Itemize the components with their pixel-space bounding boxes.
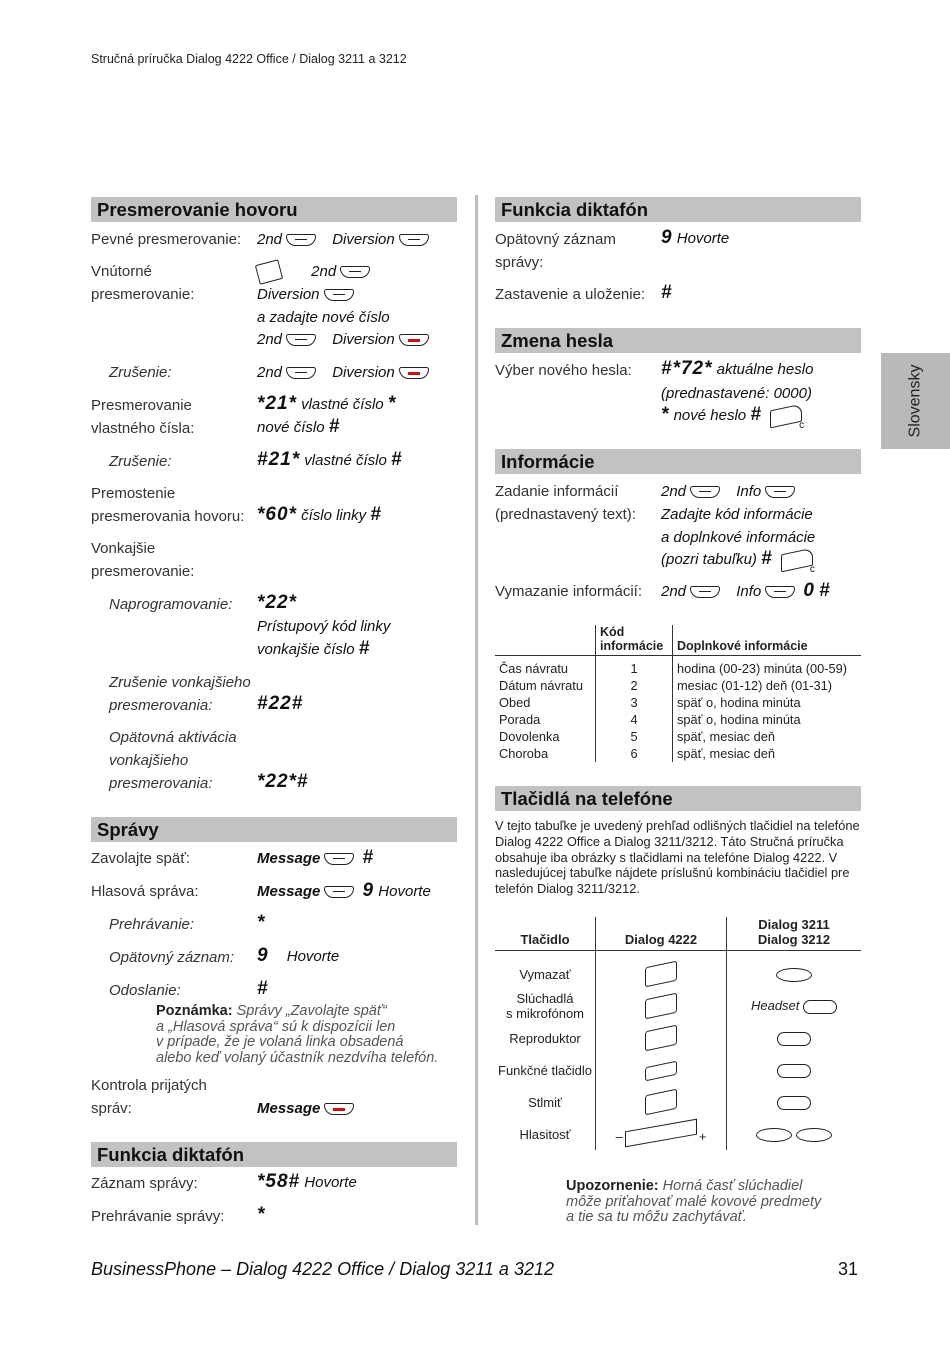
warning-title: Upozornenie: bbox=[566, 1178, 659, 1194]
section-messages: Správy bbox=[91, 817, 457, 842]
section-password: Zmena hesla bbox=[495, 328, 861, 353]
volume-plus-label: + bbox=[698, 1128, 707, 1144]
warning-line-1: Horná časť slúchadiel bbox=[662, 1178, 803, 1194]
header-button: Tlačidlo bbox=[495, 917, 596, 951]
text-info: Info bbox=[736, 583, 762, 600]
cell-name: Choroba bbox=[499, 746, 549, 761]
key-active-icon bbox=[399, 367, 429, 379]
cell-name: Obed bbox=[499, 695, 531, 710]
action-stop-save bbox=[661, 281, 673, 305]
label-cancel-external-2: presmerovania: bbox=[109, 697, 213, 714]
code-21: *21* bbox=[257, 393, 297, 414]
volume-minus-label: – bbox=[615, 1128, 623, 1144]
cell-extra: späť, mesiac deň bbox=[677, 729, 775, 744]
key-icon bbox=[324, 886, 354, 898]
label-call-back: Zavolajte späť: bbox=[91, 850, 191, 867]
key-icon bbox=[765, 486, 795, 498]
cell-extra: späť o, hodina minúta bbox=[677, 712, 801, 727]
section-information: Informácie bbox=[495, 449, 861, 474]
cell-name: Dátum návratu bbox=[499, 678, 583, 693]
action-info-code-2: a doplnkové informácie bbox=[661, 529, 816, 546]
action-info-code-1: Zadajte kód informácie bbox=[661, 506, 813, 523]
handset-key-icon bbox=[255, 259, 283, 285]
text-line-number: číslo linky bbox=[301, 507, 367, 524]
cell-volume: Hlasitosť bbox=[519, 1126, 571, 1142]
text-2nd: 2nd bbox=[257, 364, 283, 381]
cell-extra: hodina (00-23) minúta (00-59) bbox=[677, 661, 848, 676]
label-record-message: Záznam správy: bbox=[91, 1175, 198, 1192]
header-code-1: Kód bbox=[600, 625, 625, 639]
cell-function-3211 bbox=[727, 1054, 862, 1086]
action-bypass bbox=[257, 503, 382, 527]
info-codes-table bbox=[495, 625, 861, 762]
key-icon bbox=[690, 586, 720, 598]
table-row bbox=[495, 1054, 861, 1086]
text-current-password: aktuálne heslo bbox=[716, 361, 814, 378]
cell-volume-4222 bbox=[596, 1118, 727, 1150]
speaker-key-icon bbox=[777, 1032, 811, 1046]
label-bypass-1: Premostenie bbox=[91, 485, 176, 502]
text-headset-1: Slúchadlá bbox=[516, 991, 574, 1006]
label-re-record-msg-1: Opätovný záznam bbox=[495, 231, 616, 248]
action-cancel-1 bbox=[257, 361, 433, 384]
mute-key-icon bbox=[645, 1089, 677, 1116]
clear-key-icon bbox=[645, 961, 677, 988]
key-icon bbox=[324, 853, 354, 865]
code-hash: # bbox=[761, 548, 773, 569]
code-hash: # bbox=[328, 416, 341, 437]
cell-extra: späť o, hodina minúta bbox=[677, 695, 801, 710]
function-key-icon bbox=[645, 1060, 677, 1081]
cell-mute-4222 bbox=[596, 1086, 727, 1118]
label-internal-diversion-2: presmerovanie: bbox=[91, 286, 195, 303]
text-message: Message bbox=[257, 850, 321, 867]
label-enter-info-1: Zadanie informácií bbox=[495, 483, 619, 500]
key-icon bbox=[286, 367, 316, 379]
key-active-icon bbox=[324, 1103, 354, 1115]
label-fixed-diversion: Pevné presmerovanie: bbox=[91, 231, 242, 248]
label-external-1: Vonkajšie bbox=[91, 540, 156, 557]
action-enter-info bbox=[661, 480, 799, 503]
table-row bbox=[495, 711, 861, 728]
header-code-2: informácie bbox=[600, 639, 664, 653]
label-own-number-2: vlastného čísla: bbox=[91, 420, 195, 437]
cell-speaker-4222 bbox=[596, 1022, 727, 1054]
table-row bbox=[495, 990, 861, 1022]
label-cancel-1: Zrušenie: bbox=[109, 364, 172, 381]
label-play-message: Prehrávanie správy: bbox=[91, 1208, 225, 1225]
code-star: * bbox=[257, 1204, 266, 1225]
code-h21: #21* bbox=[257, 449, 301, 470]
text-headset-2: s mikrofónom bbox=[505, 1006, 585, 1021]
label-stop-save: Zastavenie a uloženie: bbox=[495, 286, 646, 303]
clear-key-letter: c bbox=[809, 564, 815, 575]
headset-key-icon bbox=[803, 1000, 837, 1014]
column-divider bbox=[475, 195, 478, 1225]
cell-clear: Vymazať bbox=[519, 966, 571, 982]
action-send bbox=[257, 977, 269, 1001]
header-3212: Dialog 3212 bbox=[757, 932, 831, 947]
key-icon bbox=[765, 586, 795, 598]
footer-title: BusinessPhone – Dialog 4222 Office / Dialog 3211 a 3212 bbox=[91, 1259, 554, 1279]
action-play-message bbox=[257, 1203, 265, 1227]
label-playback: Prehrávanie: bbox=[109, 916, 195, 933]
code-star: * bbox=[661, 404, 670, 425]
text-speak: Hovorte bbox=[378, 883, 431, 900]
action-record-message bbox=[257, 1170, 357, 1194]
action-programming bbox=[257, 591, 297, 615]
action-cancel-external bbox=[257, 692, 303, 716]
text-2nd: 2nd bbox=[661, 583, 687, 600]
action-playback bbox=[257, 911, 265, 935]
text-2nd: 2nd bbox=[661, 483, 687, 500]
action-cancel-2 bbox=[257, 448, 403, 472]
clear-key-icon bbox=[777, 548, 815, 575]
warning-note bbox=[566, 1179, 856, 1226]
cell-code: 2 bbox=[596, 677, 673, 694]
code-star: * bbox=[387, 393, 397, 414]
key-icon bbox=[399, 234, 429, 246]
text-speak: Hovorte bbox=[304, 1174, 357, 1191]
warning-line-2: môže priťahovať malé kovové predmety bbox=[566, 1193, 822, 1210]
cell-volume-3211 bbox=[727, 1118, 862, 1150]
code-hash: # bbox=[750, 404, 762, 425]
text-external-number: vonkajšie číslo bbox=[257, 641, 355, 658]
header-4222: Dialog 4222 bbox=[596, 917, 727, 951]
headset-key-icon bbox=[645, 993, 677, 1020]
code-72: #*72* bbox=[661, 358, 713, 379]
action-internal-diversion-3 bbox=[257, 328, 433, 351]
page-number: 31 bbox=[838, 1259, 859, 1279]
buttons-table bbox=[495, 917, 861, 1150]
header-3211: Dialog 3211 bbox=[758, 917, 830, 932]
cell-clear-4222 bbox=[596, 951, 727, 991]
text-diversion: Diversion bbox=[332, 364, 395, 381]
clear-key-icon bbox=[766, 404, 805, 431]
action-external-number bbox=[257, 637, 370, 661]
cell-mute: Stlmiť bbox=[528, 1094, 562, 1110]
code-zero: 0 bbox=[803, 580, 815, 601]
code-hash: # bbox=[819, 580, 831, 601]
action-re-record-msg bbox=[661, 226, 729, 250]
code-nine: 9 bbox=[661, 227, 673, 248]
speaker-key-icon bbox=[645, 1025, 677, 1052]
table-row bbox=[495, 694, 861, 711]
header-code bbox=[596, 625, 673, 656]
action-default-password: (prednastavené: 0000) bbox=[661, 385, 812, 402]
text-diversion: Diversion bbox=[332, 231, 395, 248]
language-tab-label: Slovensky bbox=[906, 364, 924, 438]
label-reactivate-1: Opätovná aktivácia bbox=[109, 729, 237, 746]
code-nine: 9 bbox=[257, 945, 269, 966]
cell-code: 4 bbox=[596, 711, 673, 728]
label-reactivate-2: vonkajšieho bbox=[109, 752, 189, 769]
action-re-record bbox=[257, 944, 339, 968]
table-header-row bbox=[495, 917, 861, 951]
table-row bbox=[495, 656, 861, 678]
label-reactivate-3: presmerovania: bbox=[109, 775, 213, 792]
running-head: Stručná príručka Dialog 4222 Office / Dialog 3211 a 3212 bbox=[91, 52, 407, 66]
action-internal-diversion bbox=[257, 260, 374, 283]
key-active-icon bbox=[399, 334, 429, 346]
code-h22h: #22# bbox=[257, 693, 304, 714]
cell-headset bbox=[495, 990, 596, 1022]
cell-headset-3211 bbox=[727, 990, 862, 1022]
label-delete-info: Vymazanie informácií: bbox=[495, 583, 642, 600]
cell-code: 3 bbox=[596, 694, 673, 711]
cell-function-4222 bbox=[596, 1054, 727, 1086]
section-phone-buttons: Tlačidlá na telefóne bbox=[495, 786, 861, 811]
text-2nd: 2nd bbox=[257, 331, 283, 348]
text-new-password: nové heslo bbox=[673, 407, 747, 424]
cell-name: Porada bbox=[499, 712, 541, 727]
action-fixed-diversion bbox=[257, 228, 433, 251]
label-own-number-1: Presmerovanie bbox=[91, 397, 192, 414]
text-diversion: Diversion bbox=[332, 331, 395, 348]
label-bypass-2: presmerovania hovoru: bbox=[91, 508, 245, 525]
mute-key-icon bbox=[777, 1096, 811, 1110]
cell-name: Dovolenka bbox=[499, 729, 560, 744]
code-nine: 9 bbox=[362, 880, 375, 901]
note-messages bbox=[156, 1004, 456, 1066]
cell-function: Funkčné tlačidlo bbox=[498, 1062, 592, 1078]
text-speak: Hovorte bbox=[286, 948, 340, 965]
label-programming: Naprogramovanie: bbox=[109, 596, 233, 613]
label-re-record: Opätovný záznam: bbox=[109, 949, 235, 966]
table-row bbox=[495, 1118, 861, 1150]
table-row bbox=[495, 1022, 861, 1054]
cell-code: 1 bbox=[596, 656, 673, 678]
table-header-row bbox=[495, 625, 861, 656]
key-icon bbox=[340, 266, 370, 278]
action-own-number-2 bbox=[257, 415, 340, 439]
action-call-back bbox=[257, 846, 374, 870]
note-title: Poznámka: bbox=[156, 1003, 233, 1019]
section-dictaphone-right: Funkcia diktafón bbox=[495, 197, 861, 222]
volume-key-icon bbox=[625, 1118, 697, 1147]
label-voice-message: Hlasová správa: bbox=[91, 883, 199, 900]
clear-key-icon bbox=[776, 968, 812, 982]
action-reactivate bbox=[257, 770, 309, 794]
label-check-messages-2: správ: bbox=[91, 1100, 132, 1117]
label-check-messages-1: Kontrola prijatých bbox=[91, 1077, 207, 1094]
action-info-code-3 bbox=[661, 547, 815, 575]
code-hash: # bbox=[358, 638, 371, 659]
text-own-number: vlastné číslo bbox=[301, 396, 384, 413]
header-name bbox=[495, 625, 596, 656]
action-delete-info bbox=[661, 579, 831, 603]
section-call-diversion: Presmerovanie hovoru bbox=[91, 197, 457, 222]
text-speak: Hovorte bbox=[676, 230, 730, 247]
section-dictaphone-left: Funkcia diktafón bbox=[91, 1142, 457, 1167]
code-60: *60* bbox=[257, 504, 297, 525]
volume-down-key-icon bbox=[756, 1128, 792, 1142]
note-line-3: v prípade, že je volaná linka obsadená bbox=[156, 1034, 404, 1050]
cell-mute-3211 bbox=[727, 1086, 862, 1118]
text-message: Message bbox=[257, 1100, 321, 1117]
text-new-number: nové číslo bbox=[257, 419, 325, 436]
text-2nd: 2nd bbox=[257, 231, 283, 248]
note-line-1: Správy „Zavolajte späť“ bbox=[236, 1003, 387, 1019]
text-headset-key: Headset bbox=[750, 998, 800, 1014]
table-row bbox=[495, 1086, 861, 1118]
label-cancel-2: Zrušenie: bbox=[109, 453, 172, 470]
key-icon bbox=[286, 234, 316, 246]
key-icon bbox=[286, 334, 316, 346]
cell-name: Čas návratu bbox=[499, 661, 568, 676]
action-enter-number: a zadajte nové číslo bbox=[257, 309, 390, 326]
note-line-4: alebo keď volaný účastník nezdvíha telefón. bbox=[156, 1049, 439, 1066]
cell-extra: mesiac (01-12) deň (01-31) bbox=[677, 678, 833, 693]
action-access-code: Prístupový kód linky bbox=[257, 618, 391, 635]
label-cancel-external-1: Zrušenie vonkajšieho bbox=[109, 674, 251, 691]
label-re-record-msg-2: správy: bbox=[495, 254, 544, 271]
header-extra: Doplnkové informácie bbox=[673, 625, 862, 656]
note-line-2: a „Hlasová správa“ sú k dispozícii len bbox=[156, 1018, 396, 1035]
key-icon bbox=[324, 289, 354, 301]
text-diversion: Diversion bbox=[257, 286, 320, 303]
code-hash: # bbox=[370, 504, 382, 525]
text-2nd: 2nd bbox=[311, 263, 337, 280]
label-external-2: presmerovanie: bbox=[91, 563, 195, 580]
cell-code: 5 bbox=[596, 728, 673, 745]
table-row bbox=[495, 728, 861, 745]
code-hash: # bbox=[362, 847, 375, 868]
action-enter-new-password bbox=[661, 403, 805, 431]
code-hash: # bbox=[257, 978, 269, 999]
action-internal-diversion-2 bbox=[257, 283, 358, 306]
label-send: Odoslanie: bbox=[109, 982, 181, 999]
cell-clear-3211 bbox=[727, 951, 862, 991]
code-22: *22* bbox=[257, 592, 297, 613]
cell-extra: späť, mesiac deň bbox=[677, 746, 775, 761]
action-voice-message bbox=[257, 879, 431, 903]
text-info: Info bbox=[736, 483, 762, 500]
action-check-messages bbox=[257, 1097, 358, 1120]
cell-speaker-3211 bbox=[727, 1022, 862, 1054]
table-row bbox=[495, 745, 861, 762]
table-row bbox=[495, 951, 861, 991]
label-enter-info-2: (prednastavený text): bbox=[495, 506, 636, 523]
cell-headset-4222 bbox=[596, 990, 727, 1022]
volume-up-key-icon bbox=[796, 1128, 832, 1142]
label-internal-diversion-1: Vnútorné bbox=[91, 263, 152, 280]
code-star: * bbox=[257, 912, 266, 933]
key-icon bbox=[690, 486, 720, 498]
header-3211-3212 bbox=[727, 917, 862, 951]
code-58: *58# bbox=[257, 1171, 301, 1192]
code-hash: # bbox=[391, 449, 403, 470]
label-new-password: Výber nového hesla: bbox=[495, 362, 632, 379]
text-see-table: (pozri tabuľku) bbox=[661, 551, 757, 568]
code-hash: # bbox=[661, 282, 673, 303]
action-own-number bbox=[257, 392, 396, 416]
action-new-password bbox=[661, 357, 813, 381]
cell-code: 6 bbox=[596, 745, 673, 762]
warning-line-3: a tie sa tu môžu zachytávať. bbox=[566, 1209, 747, 1225]
text-message: Message bbox=[257, 883, 321, 900]
buttons-intro-paragraph: V tejto tabuľke je uvedený prehľad odlišných tlačidiel na telefóne Dialog 4222 Office a Dialog 3211/3212. Táto Stručná príručka obsahuje iba obrázky s tlačidlami na telefóne Dialog 4222. V nasledujúcej tabuľke nájdete príslušnú kombináciu tlačidiel pre telefón Dialog 3211/3212. bbox=[495, 818, 860, 897]
code-22sh: *22*# bbox=[257, 771, 309, 792]
text-own-number: vlastné číslo bbox=[304, 452, 387, 469]
cell-speaker: Reproduktor bbox=[509, 1030, 581, 1046]
clear-key-letter: c bbox=[799, 420, 805, 431]
function-key-icon bbox=[777, 1064, 811, 1078]
language-tab bbox=[881, 353, 950, 449]
table-row bbox=[495, 677, 861, 694]
